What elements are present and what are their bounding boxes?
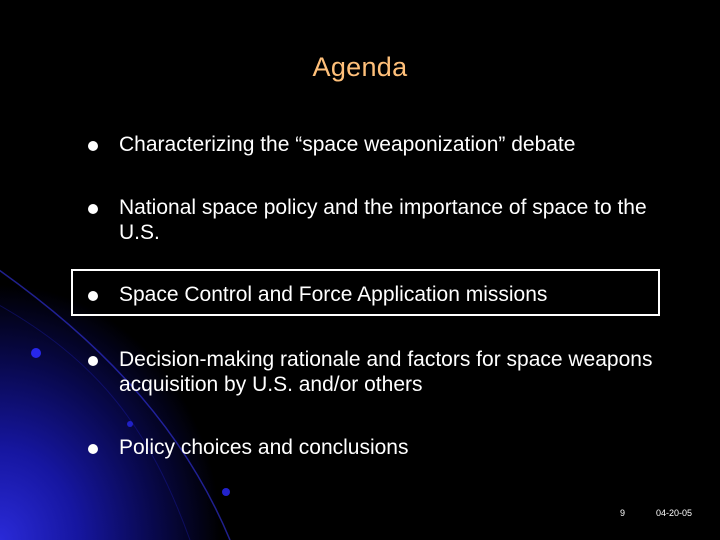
bullet-icon [88,444,98,454]
slide-title: Agenda [312,52,408,82]
agenda-item-text: Characterizing the “space weaponization” debate [119,133,576,156]
agenda-item-text: Decision-making rationale and factors for space weapons acquisition by U.S. and/or others [119,348,653,396]
highlight-box [71,269,660,316]
agenda-item-text: Space Control and Force Application missions [119,283,548,306]
slide-date: 04-20-05 [656,508,693,518]
bullet-icon [88,356,98,366]
bullet-icon [88,204,98,214]
agenda-item-text: National space policy and the importance of space to the U.S. [119,196,647,244]
agenda-item-text: Policy choices and conclusions [119,436,409,459]
bullet-icon [88,141,98,151]
page-number: 9 [620,508,626,518]
